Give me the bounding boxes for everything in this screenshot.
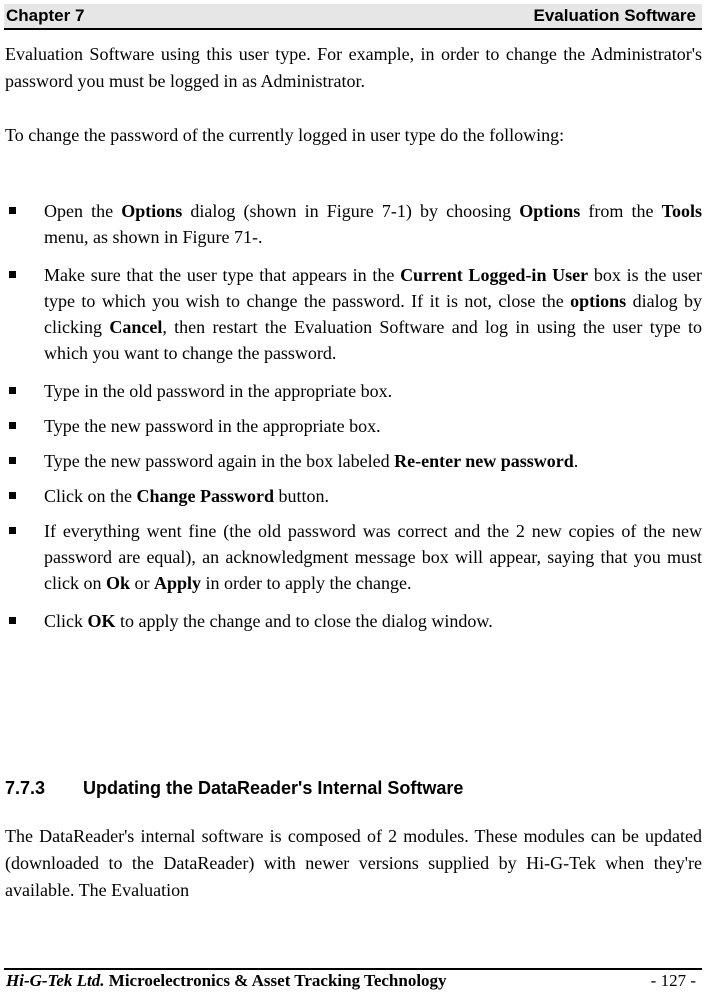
bullet-square-icon [9, 492, 16, 499]
page-number: - 127 - [650, 971, 696, 990]
bullet-square-icon [9, 527, 16, 534]
bold-term: Options [121, 201, 183, 221]
bold-term: Options [519, 201, 581, 221]
list-item-text: or [130, 573, 154, 593]
list-item [0, 448, 702, 474]
list-item-text: dialog by clicking [44, 291, 702, 337]
footer-company-line [6, 970, 447, 992]
bullet-square-icon [9, 457, 16, 464]
list-item [0, 378, 702, 404]
instruction-paragraph: To change the password of the currently logged in user type do the following: [5, 125, 565, 145]
list-item-text: menu, as shown in Figure 71-. [44, 227, 263, 247]
bold-term: Ok [105, 573, 130, 593]
list-item-text: Click [44, 611, 88, 631]
bold-term: OK [87, 611, 116, 631]
company-tagline: Microelectronics & Asset Tracking Technology [108, 971, 447, 990]
intro-paragraph: Evaluation Software using this user type. For example, in order to change the Administrator's password you must be logged in as Administrator. [5, 44, 702, 91]
list-item-text: box is the user type to which you wish to change the password. If it is not, close the [44, 265, 703, 311]
list-item-text: button. [274, 486, 330, 506]
bullet-square-icon [9, 207, 16, 214]
list-item-text: Type in the old password in the appropriate box. [44, 381, 393, 401]
list-item-text: from the [580, 201, 662, 221]
list-item [0, 483, 702, 509]
bold-term: options [570, 291, 627, 311]
bullet-square-icon [9, 422, 16, 429]
bold-term: Re-enter new password [394, 451, 574, 471]
list-item-text: Type the new password in the appropriate box. [44, 416, 381, 436]
list-item-text: to apply the change and to close the dialog window. [115, 611, 493, 631]
list-item-text: If everything went fine (the old password was correct and the 2 new copies of the new password are equal), an acknowledgment message box will appear, saying that you must click on [44, 521, 702, 593]
bold-term: Cancel [109, 317, 163, 337]
section-title: Updating the DataReader's Internal Software [83, 778, 464, 798]
bold-term: Current Logged-in User [400, 265, 589, 285]
bold-term: Tools [661, 201, 702, 221]
list-item-text: in order to apply the change. [201, 573, 412, 593]
page-header [4, 4, 702, 30]
bold-term: Apply [154, 573, 202, 593]
bullet-square-icon [9, 387, 16, 394]
page-footer [4, 968, 702, 992]
chapter-title: Evaluation Software [533, 6, 696, 25]
list-item [0, 413, 702, 439]
section-paragraph: The DataReader's internal software is composed of 2 modules. These modules can be updated (downloaded to the DataReader) with newer versions supplied by Hi-G-Tek when they're available. The Evaluation [5, 826, 702, 900]
list-item [0, 262, 702, 366]
section-number: 7.7.3 [5, 778, 46, 798]
list-item-text: Make sure that the user type that appears in the [44, 265, 401, 285]
list-item-text: . [573, 451, 579, 471]
list-item [0, 518, 702, 596]
bullet-square-icon [9, 617, 16, 624]
list-item-text: , then restart the Evaluation Software and log in using the user type to which you want to change the password. [44, 317, 703, 363]
list-item [0, 608, 702, 634]
bullet-square-icon [9, 271, 16, 278]
list-item [0, 198, 702, 250]
list-item-text: dialog (shown in Figure 7-1) by choosing [182, 201, 520, 221]
list-item-text: Click on the [44, 486, 137, 506]
list-item-text: Type the new password again in the box labeled [44, 451, 395, 471]
section-heading [5, 773, 463, 803]
company-name: Hi-G-Tek Ltd. [6, 971, 105, 990]
chapter-label: Chapter 7 [6, 6, 85, 25]
steps-list [0, 198, 706, 634]
bold-term: Change Password [136, 486, 275, 506]
list-item-text: Open the [44, 201, 122, 221]
